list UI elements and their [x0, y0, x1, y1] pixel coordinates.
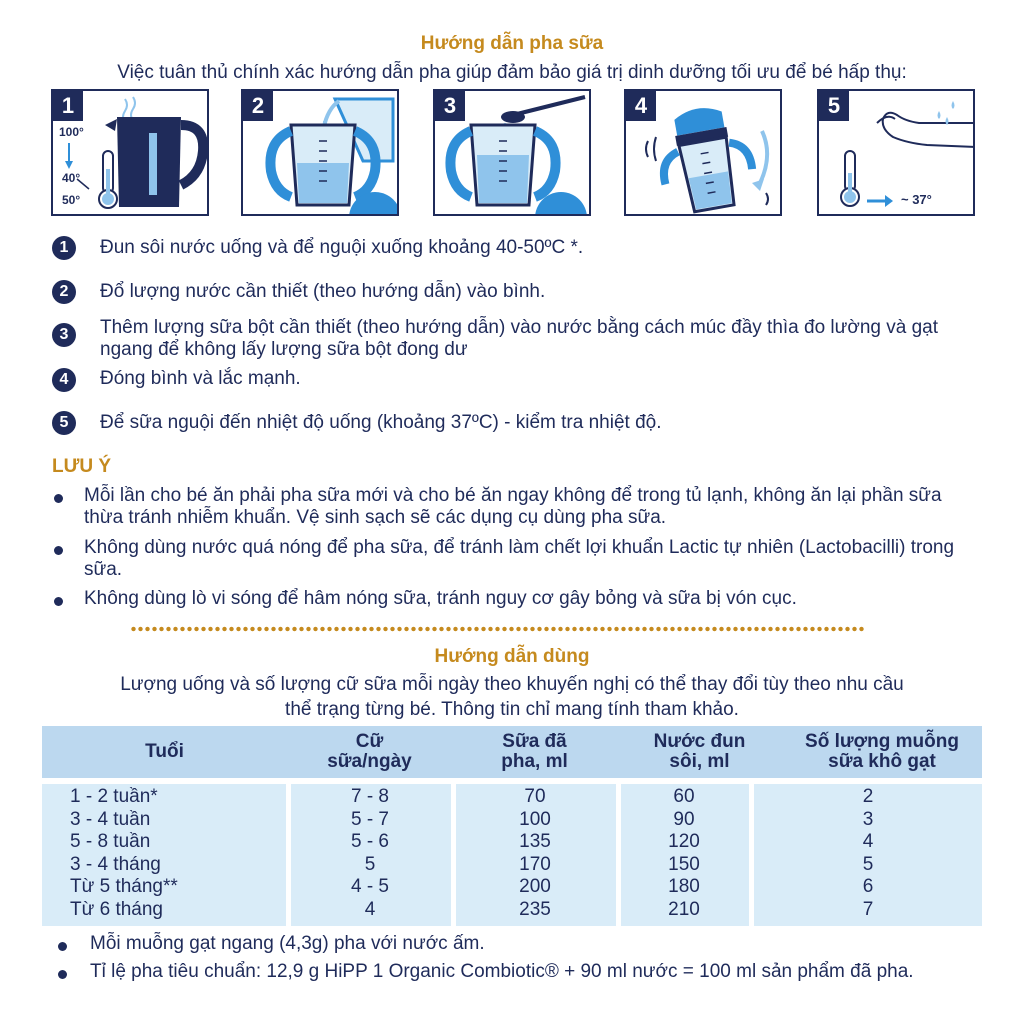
table-cell: 100	[519, 808, 551, 830]
step-panel-3	[433, 89, 591, 216]
bullet-icon	[54, 597, 63, 606]
table-cell: 135	[519, 831, 551, 853]
temp-label-mid: 40°	[62, 171, 81, 185]
header-age: Tuổi	[145, 741, 184, 762]
table-cell: 4	[862, 831, 874, 853]
table-cell: 70	[524, 786, 546, 807]
panel-number: 5	[819, 91, 849, 121]
table-cell: 170	[519, 853, 551, 875]
bullet-icon	[54, 494, 63, 503]
table-header	[42, 726, 982, 778]
table-cell: 120	[668, 831, 700, 853]
bullet-icon	[54, 546, 63, 555]
step-text: Đóng bình và lắc mạnh.	[100, 368, 301, 389]
step-panel-5	[817, 89, 975, 216]
table-cell: 3	[862, 808, 874, 830]
note-text: Mỗi lần cho bé ăn phải pha sữa mới và cho bé ăn ngay không để trong tủ lạnh, không ăn lại phần sữa thừa tránh nhiễm khuẩn. Vệ sinh sạch sẽ các dụng cụ dùng pha sữa.	[84, 485, 942, 528]
notes-title: LƯU Ý	[52, 456, 112, 477]
step-number: 5	[52, 411, 76, 435]
table-cell: 4	[364, 899, 376, 920]
table-cell: 180	[668, 876, 700, 898]
panel-number: 4	[626, 91, 656, 121]
intro-text: Việc tuân thủ chính xác hướng dẫn pha giúp đảm bảo giá trị dinh dưỡng tối ưu để bé hấp thụ:	[117, 62, 907, 83]
table-cell: 90	[673, 808, 695, 830]
footnote-text: Tỉ lệ pha tiêu chuẩn: 12,9 g HiPP 1 Organic Combiotic® + 90 ml nước = 100 ml sản phẩm đã pha.	[90, 961, 914, 982]
page-title: Hướng dẫn pha sữa	[420, 33, 604, 54]
cell-age: 3 - 4 tháng	[70, 853, 161, 875]
step-panel-2	[241, 89, 399, 216]
panel-number: 3	[435, 91, 465, 121]
step-panel-4	[624, 89, 782, 216]
header-feeds-per-day: Cữ sữa/ngày	[327, 731, 412, 772]
step-number: 3	[52, 323, 76, 347]
cell-age: 3 - 4 tuần	[70, 808, 151, 830]
table-cell: 235	[519, 899, 551, 920]
cell-age: 1 - 2 tuần*	[70, 786, 158, 807]
usage-intro-line2: thể trạng từng bé. Thông tin chỉ mang tính tham khảo.	[285, 699, 739, 720]
footnote-text: Mỗi muỗng gạt ngang (4,3g) pha với nước ấm.	[90, 933, 485, 954]
temp-label: ~ 37°	[901, 192, 932, 207]
table-cell: 60	[673, 786, 695, 807]
table-cell: 150	[668, 853, 700, 875]
step-text: Đổ lượng nước cần thiết (theo hướng dẫn) vào bình.	[100, 281, 546, 302]
step-text: Để sữa nguội đến nhiệt độ uống (khoảng 37ºC) - kiểm tra nhiệt độ.	[100, 412, 662, 433]
preparation-illustrations	[51, 89, 977, 216]
header-boiled-water: Nước đun sôi, ml	[653, 731, 746, 772]
dotted-divider	[130, 626, 865, 632]
usage-intro-line1: Lượng uống và số lượng cữ sữa mỗi ngày theo khuyến nghị có thể thay đổi tùy theo nhu cầu	[120, 674, 904, 695]
temp-label-bot: 50°	[62, 193, 81, 207]
table-cell: 210	[668, 899, 700, 920]
step-text: Đun sôi nước uống và để nguội xuống khoảng 40-50ºC *.	[100, 237, 584, 258]
table-cell: 2	[862, 786, 874, 807]
table-cell: 5	[862, 853, 874, 875]
cell-age: Từ 6 tháng	[70, 899, 163, 920]
panel-number: 2	[243, 91, 273, 121]
cell-age: 5 - 8 tuần	[70, 831, 151, 853]
usage-title: Hướng dẫn dùng	[434, 646, 590, 667]
table-cell: 6	[862, 876, 874, 898]
step-number: 4	[52, 368, 76, 392]
table-cell: 5 - 7	[350, 808, 390, 830]
note-text: Không dùng nước quá nóng để pha sữa, để tránh làm chết lợi khuẩn Lactic tự nhiên (Lactobacilli) trong sữa.	[84, 537, 955, 580]
table-cell: 7 - 8	[350, 786, 390, 807]
table-cell: 5 - 6	[350, 831, 390, 853]
cell-age: Từ 5 tháng**	[70, 876, 178, 898]
table-cell: 200	[519, 876, 551, 898]
table-cell: 7	[862, 899, 874, 920]
header-prepared-milk: Sữa đã pha, ml	[501, 731, 568, 772]
step-panel-1	[51, 89, 209, 216]
panel-number: 1	[53, 91, 83, 121]
temp-label-top: 100°	[59, 125, 84, 139]
table-cell: 4 - 5	[350, 876, 390, 898]
bullet-icon	[58, 942, 67, 951]
table-cell: 5	[364, 853, 376, 875]
bullet-icon	[58, 970, 67, 979]
header-scoops: Số lượng muỗng sữa khô gạt	[805, 731, 959, 772]
step-number: 2	[52, 280, 76, 304]
note-text: Không dùng lò vi sóng để hâm nóng sữa, tránh nguy cơ gây bỏng và sữa bị vón cục.	[84, 588, 797, 609]
step-text: Thêm lượng sữa bột cần thiết (theo hướng dẫn) vào nước bằng cách múc đầy thìa đo lường và gạt ngang để không lấy lượng sữa bột đong dư	[100, 317, 939, 360]
step-number: 1	[52, 236, 76, 260]
